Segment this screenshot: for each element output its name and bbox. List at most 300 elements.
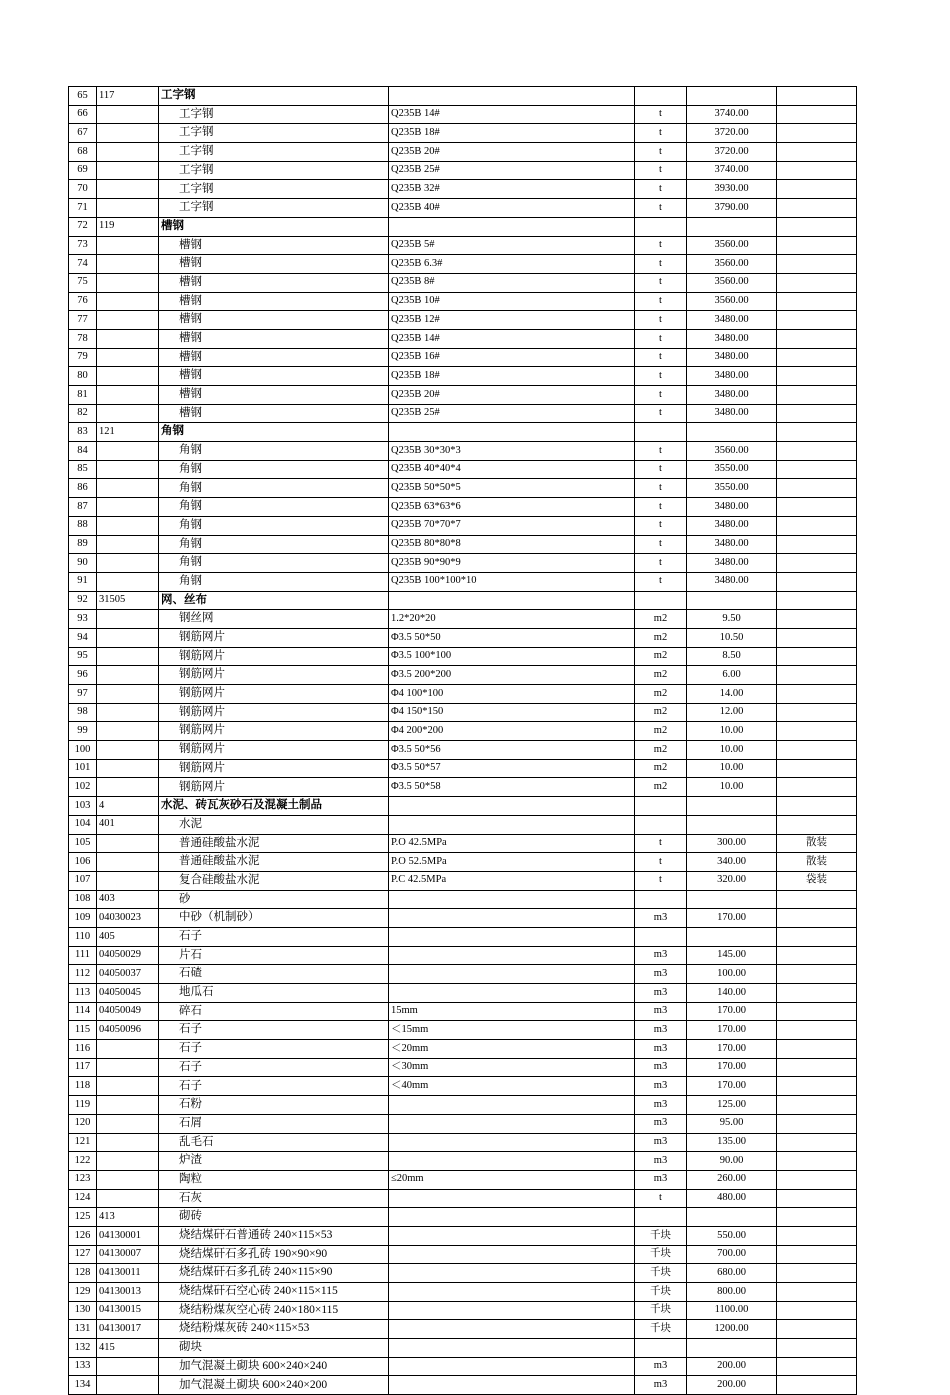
- cell-sequence-number: 77: [69, 311, 97, 330]
- cell-sequence-number: 100: [69, 741, 97, 760]
- table-row: [69, 890, 857, 909]
- cell-remark: [777, 423, 857, 442]
- cell-specification: [389, 1339, 635, 1358]
- cell-specification: Q235B 14#: [389, 105, 635, 124]
- cell-unit-price: 100.00: [687, 965, 777, 984]
- cell-material-name: 角钢: [159, 554, 389, 573]
- cell-material-code: [97, 1040, 159, 1059]
- cell-sequence-number: 101: [69, 759, 97, 778]
- cell-unit: t: [635, 199, 687, 218]
- cell-specification: Q235B 40#: [389, 199, 635, 218]
- cell-sequence-number: 114: [69, 1002, 97, 1021]
- cell-material-name: 砂: [159, 890, 389, 909]
- cell-remark: [777, 703, 857, 722]
- cell-remark: [777, 759, 857, 778]
- cell-unit-price: [687, 591, 777, 610]
- cell-specification: [389, 1152, 635, 1171]
- cell-material-code: [97, 348, 159, 367]
- cell-specification: Q235B 30*30*3: [389, 442, 635, 461]
- cell-unit-price: 3480.00: [687, 386, 777, 405]
- cell-unit: m2: [635, 647, 687, 666]
- cell-remark: [777, 87, 857, 106]
- cell-material-code: [97, 628, 159, 647]
- cell-sequence-number: 121: [69, 1133, 97, 1152]
- table-row: [69, 217, 857, 236]
- cell-specification: Φ3.5 50*56: [389, 741, 635, 760]
- cell-unit-price: 3930.00: [687, 180, 777, 199]
- cell-remark: [777, 1189, 857, 1208]
- cell-remark: [777, 180, 857, 199]
- cell-remark: [777, 1320, 857, 1339]
- cell-material-name: 烧结粉煤灰砖 240×115×53: [159, 1320, 389, 1339]
- cell-specification: Q235B 40*40*4: [389, 460, 635, 479]
- cell-material-code: 04130001: [97, 1226, 159, 1245]
- cell-remark: [777, 1133, 857, 1152]
- table-row: [69, 1357, 857, 1376]
- cell-sequence-number: 134: [69, 1376, 97, 1395]
- cell-unit-price: 3550.00: [687, 479, 777, 498]
- cell-remark: [777, 554, 857, 573]
- cell-specification: Q235B 14#: [389, 329, 635, 348]
- cell-material-name: 角钢: [159, 423, 389, 442]
- cell-material-code: 04030023: [97, 909, 159, 928]
- cell-material-code: [97, 1058, 159, 1077]
- cell-specification: Q235B 20#: [389, 143, 635, 162]
- cell-sequence-number: 106: [69, 853, 97, 872]
- cell-remark: [777, 909, 857, 928]
- table-row: [69, 965, 857, 984]
- cell-specification: Q235B 6.3#: [389, 255, 635, 274]
- cell-unit: m3: [635, 1357, 687, 1376]
- cell-unit-price: 10.50: [687, 628, 777, 647]
- cell-unit: m3: [635, 1021, 687, 1040]
- cell-material-code: [97, 1170, 159, 1189]
- cell-material-code: [97, 853, 159, 872]
- cell-unit-price: 340.00: [687, 853, 777, 872]
- cell-specification: [389, 1376, 635, 1395]
- cell-specification: [389, 1133, 635, 1152]
- cell-material-name: 烧结煤矸石空心砖 240×115×115: [159, 1283, 389, 1302]
- cell-remark: [777, 1002, 857, 1021]
- cell-unit: [635, 890, 687, 909]
- cell-specification: Q235B 63*63*6: [389, 498, 635, 517]
- cell-material-name: 石子: [159, 1058, 389, 1077]
- cell-specification: Q235B 100*100*10: [389, 572, 635, 591]
- cell-material-code: [97, 479, 159, 498]
- cell-material-name: 钢筋网片: [159, 741, 389, 760]
- cell-unit-price: 3740.00: [687, 105, 777, 124]
- cell-specification: [389, 1301, 635, 1320]
- cell-unit-price: 170.00: [687, 1002, 777, 1021]
- cell-unit: [635, 927, 687, 946]
- cell-material-code: [97, 610, 159, 629]
- cell-specification: [389, 797, 635, 816]
- cell-material-name: 角钢: [159, 442, 389, 461]
- cell-material-code: [97, 143, 159, 162]
- cell-sequence-number: 105: [69, 834, 97, 853]
- cell-material-name: 碎石: [159, 1002, 389, 1021]
- cell-material-name: 砌块: [159, 1339, 389, 1358]
- cell-unit: 千块: [635, 1245, 687, 1264]
- cell-unit: m2: [635, 703, 687, 722]
- cell-material-code: 04050029: [97, 946, 159, 965]
- cell-unit: t: [635, 460, 687, 479]
- cell-remark: [777, 105, 857, 124]
- cell-material-code: [97, 759, 159, 778]
- cell-specification: Q235B 80*80*8: [389, 535, 635, 554]
- table-row: [69, 1208, 857, 1227]
- cell-remark: [777, 778, 857, 797]
- cell-unit-price: 3740.00: [687, 161, 777, 180]
- cell-specification: [389, 1245, 635, 1264]
- cell-specification: Φ3.5 50*57: [389, 759, 635, 778]
- cell-material-code: [97, 311, 159, 330]
- cell-unit-price: 8.50: [687, 647, 777, 666]
- cell-material-code: [97, 572, 159, 591]
- cell-unit-price: 1100.00: [687, 1301, 777, 1320]
- cell-specification: P.O 42.5MPa: [389, 834, 635, 853]
- cell-material-name: 普通硅酸盐水泥: [159, 853, 389, 872]
- cell-sequence-number: 72: [69, 217, 97, 236]
- cell-material-code: [97, 722, 159, 741]
- table-row: [69, 927, 857, 946]
- cell-remark: [777, 161, 857, 180]
- cell-remark: [777, 1058, 857, 1077]
- cell-material-code: 04130011: [97, 1264, 159, 1283]
- cell-specification: Q235B 50*50*5: [389, 479, 635, 498]
- cell-unit-price: 125.00: [687, 1096, 777, 1115]
- cell-material-name: 钢筋网片: [159, 685, 389, 704]
- table-row: [69, 1301, 857, 1320]
- cell-unit-price: 200.00: [687, 1376, 777, 1395]
- cell-material-code: [97, 199, 159, 218]
- cell-material-name: 炉渣: [159, 1152, 389, 1171]
- cell-material-code: [97, 255, 159, 274]
- cell-material-code: [97, 1133, 159, 1152]
- cell-material-name: 片石: [159, 946, 389, 965]
- cell-material-code: 405: [97, 927, 159, 946]
- cell-specification: Q235B 25#: [389, 161, 635, 180]
- cell-unit-price: [687, 815, 777, 834]
- cell-remark: [777, 572, 857, 591]
- cell-unit: m3: [635, 1096, 687, 1115]
- cell-unit: t: [635, 479, 687, 498]
- cell-material-code: [97, 180, 159, 199]
- cell-unit-price: [687, 927, 777, 946]
- table-body: [69, 87, 857, 1395]
- cell-material-code: 04050096: [97, 1021, 159, 1040]
- cell-material-name: 砌砖: [159, 1208, 389, 1227]
- cell-sequence-number: 92: [69, 591, 97, 610]
- cell-specification: Φ4 200*200: [389, 722, 635, 741]
- cell-remark: [777, 442, 857, 461]
- cell-sequence-number: 125: [69, 1208, 97, 1227]
- cell-sequence-number: 110: [69, 927, 97, 946]
- table-row: [69, 143, 857, 162]
- cell-remark: [777, 815, 857, 834]
- table-row: [69, 1114, 857, 1133]
- cell-remark: [777, 292, 857, 311]
- cell-unit: t: [635, 180, 687, 199]
- cell-unit-price: 680.00: [687, 1264, 777, 1283]
- cell-material-name: 角钢: [159, 535, 389, 554]
- cell-unit: t: [635, 498, 687, 517]
- cell-remark: [777, 1170, 857, 1189]
- material-price-table: [68, 86, 857, 1395]
- cell-remark: [777, 273, 857, 292]
- cell-material-name: 工字钢: [159, 87, 389, 106]
- cell-material-name: 钢丝网: [159, 610, 389, 629]
- table-row: [69, 647, 857, 666]
- cell-material-code: [97, 273, 159, 292]
- table-row: [69, 853, 857, 872]
- cell-sequence-number: 95: [69, 647, 97, 666]
- cell-unit: t: [635, 516, 687, 535]
- cell-unit-price: 3480.00: [687, 498, 777, 517]
- cell-material-name: 钢筋网片: [159, 759, 389, 778]
- cell-material-code: 04050045: [97, 984, 159, 1003]
- cell-remark: [777, 348, 857, 367]
- cell-remark: [777, 965, 857, 984]
- table-row: [69, 1152, 857, 1171]
- cell-material-code: [97, 124, 159, 143]
- cell-unit: m2: [635, 778, 687, 797]
- table-row: [69, 1133, 857, 1152]
- table-row: [69, 236, 857, 255]
- cell-material-name: 网、丝布: [159, 591, 389, 610]
- cell-unit-price: 170.00: [687, 1077, 777, 1096]
- table-row: [69, 460, 857, 479]
- cell-specification: [389, 87, 635, 106]
- cell-unit: m3: [635, 1077, 687, 1096]
- table-row: [69, 348, 857, 367]
- table-row: [69, 1040, 857, 1059]
- cell-sequence-number: 113: [69, 984, 97, 1003]
- cell-unit-price: 6.00: [687, 666, 777, 685]
- cell-material-code: 415: [97, 1339, 159, 1358]
- cell-sequence-number: 93: [69, 610, 97, 629]
- table-row: [69, 1376, 857, 1395]
- cell-material-name: 烧结煤矸石多孔砖 240×115×90: [159, 1264, 389, 1283]
- cell-remark: [777, 1376, 857, 1395]
- cell-sequence-number: 88: [69, 516, 97, 535]
- cell-material-name: 槽钢: [159, 367, 389, 386]
- cell-unit-price: [687, 890, 777, 909]
- cell-unit: t: [635, 554, 687, 573]
- cell-remark: [777, 516, 857, 535]
- cell-material-code: [97, 871, 159, 890]
- cell-sequence-number: 104: [69, 815, 97, 834]
- cell-sequence-number: 124: [69, 1189, 97, 1208]
- cell-unit-price: 10.00: [687, 778, 777, 797]
- table-row: [69, 871, 857, 890]
- table-row: [69, 722, 857, 741]
- cell-remark: [777, 984, 857, 1003]
- cell-specification: [389, 984, 635, 1003]
- table-row: [69, 685, 857, 704]
- table-row: [69, 834, 857, 853]
- cell-material-name: 工字钢: [159, 124, 389, 143]
- cell-remark: [777, 404, 857, 423]
- cell-sequence-number: 109: [69, 909, 97, 928]
- cell-sequence-number: 69: [69, 161, 97, 180]
- cell-material-code: [97, 516, 159, 535]
- table-row: [69, 105, 857, 124]
- cell-specification: Q235B 32#: [389, 180, 635, 199]
- cell-material-code: 04130007: [97, 1245, 159, 1264]
- cell-sequence-number: 79: [69, 348, 97, 367]
- cell-material-name: 普通硅酸盐水泥: [159, 834, 389, 853]
- cell-sequence-number: 68: [69, 143, 97, 162]
- cell-remark: [777, 386, 857, 405]
- table-row: [69, 797, 857, 816]
- cell-specification: [389, 217, 635, 236]
- cell-unit-price: [687, 1208, 777, 1227]
- cell-specification: [389, 946, 635, 965]
- cell-specification: [389, 1320, 635, 1339]
- table-row: [69, 311, 857, 330]
- table-row: [69, 199, 857, 218]
- cell-unit-price: 800.00: [687, 1283, 777, 1302]
- cell-specification: ＜20mm: [389, 1040, 635, 1059]
- cell-material-name: 石灰: [159, 1189, 389, 1208]
- cell-unit-price: 135.00: [687, 1133, 777, 1152]
- cell-unit-price: 3480.00: [687, 535, 777, 554]
- cell-specification: [389, 909, 635, 928]
- cell-material-code: [97, 741, 159, 760]
- cell-unit-price: 550.00: [687, 1226, 777, 1245]
- cell-remark: [777, 1264, 857, 1283]
- cell-material-code: 04050049: [97, 1002, 159, 1021]
- cell-unit-price: 145.00: [687, 946, 777, 965]
- cell-sequence-number: 119: [69, 1096, 97, 1115]
- table-row: [69, 572, 857, 591]
- cell-remark: [777, 460, 857, 479]
- cell-specification: [389, 1114, 635, 1133]
- cell-unit: m3: [635, 1002, 687, 1021]
- cell-material-name: 烧结粉煤灰空心砖 240×180×115: [159, 1301, 389, 1320]
- table-row: [69, 741, 857, 760]
- cell-specification: Q235B 16#: [389, 348, 635, 367]
- table-row: [69, 628, 857, 647]
- cell-material-name: 石子: [159, 927, 389, 946]
- cell-unit: m3: [635, 1040, 687, 1059]
- cell-sequence-number: 89: [69, 535, 97, 554]
- cell-sequence-number: 70: [69, 180, 97, 199]
- cell-remark: [777, 1357, 857, 1376]
- cell-remark: [777, 722, 857, 741]
- cell-sequence-number: 99: [69, 722, 97, 741]
- cell-remark: [777, 1114, 857, 1133]
- cell-unit: t: [635, 442, 687, 461]
- cell-specification: [389, 1357, 635, 1376]
- cell-sequence-number: 90: [69, 554, 97, 573]
- cell-specification: ＜15mm: [389, 1021, 635, 1040]
- cell-unit: m2: [635, 610, 687, 629]
- cell-material-code: [97, 442, 159, 461]
- cell-specification: P.C 42.5MPa: [389, 871, 635, 890]
- cell-unit: [635, 1208, 687, 1227]
- cell-unit: [635, 797, 687, 816]
- cell-material-code: [97, 386, 159, 405]
- cell-unit: t: [635, 853, 687, 872]
- cell-material-name: 钢筋网片: [159, 666, 389, 685]
- cell-remark: [777, 1096, 857, 1115]
- cell-unit: m2: [635, 628, 687, 647]
- cell-sequence-number: 75: [69, 273, 97, 292]
- cell-unit: t: [635, 329, 687, 348]
- cell-remark: [777, 946, 857, 965]
- cell-specification: [389, 927, 635, 946]
- cell-unit: t: [635, 404, 687, 423]
- cell-sequence-number: 126: [69, 1226, 97, 1245]
- cell-unit-price: 260.00: [687, 1170, 777, 1189]
- cell-unit-price: 10.00: [687, 741, 777, 760]
- cell-unit-price: 3550.00: [687, 460, 777, 479]
- table-row: [69, 666, 857, 685]
- cell-sequence-number: 98: [69, 703, 97, 722]
- cell-material-name: 水泥、砖瓦灰砂石及混凝土制品: [159, 797, 389, 816]
- cell-unit-price: 700.00: [687, 1245, 777, 1264]
- cell-unit-price: [687, 217, 777, 236]
- cell-specification: ＜40mm: [389, 1077, 635, 1096]
- cell-unit-price: 3480.00: [687, 329, 777, 348]
- cell-specification: [389, 1283, 635, 1302]
- cell-material-name: 角钢: [159, 460, 389, 479]
- table-row: [69, 1189, 857, 1208]
- table-row: [69, 423, 857, 442]
- cell-material-name: 工字钢: [159, 199, 389, 218]
- cell-unit: t: [635, 143, 687, 162]
- cell-sequence-number: 112: [69, 965, 97, 984]
- cell-material-code: 04130015: [97, 1301, 159, 1320]
- cell-unit-price: 1200.00: [687, 1320, 777, 1339]
- cell-material-code: 401: [97, 815, 159, 834]
- cell-remark: [777, 1339, 857, 1358]
- cell-sequence-number: 122: [69, 1152, 97, 1171]
- cell-remark: [777, 666, 857, 685]
- cell-remark: [777, 1021, 857, 1040]
- cell-specification: Q235B 10#: [389, 292, 635, 311]
- cell-material-name: 水泥: [159, 815, 389, 834]
- cell-unit: m3: [635, 1152, 687, 1171]
- cell-sequence-number: 84: [69, 442, 97, 461]
- cell-specification: [389, 1264, 635, 1283]
- cell-material-code: [97, 161, 159, 180]
- cell-unit-price: 3560.00: [687, 255, 777, 274]
- cell-remark: [777, 1152, 857, 1171]
- cell-unit: m3: [635, 1058, 687, 1077]
- cell-material-name: 石屑: [159, 1114, 389, 1133]
- cell-remark: [777, 1245, 857, 1264]
- cell-unit: [635, 87, 687, 106]
- cell-unit: t: [635, 386, 687, 405]
- cell-unit: t: [635, 367, 687, 386]
- cell-unit-price: 9.50: [687, 610, 777, 629]
- cell-material-code: 119: [97, 217, 159, 236]
- cell-material-code: 04130013: [97, 1283, 159, 1302]
- cell-unit: t: [635, 105, 687, 124]
- cell-material-name: 工字钢: [159, 105, 389, 124]
- cell-material-code: [97, 535, 159, 554]
- cell-material-code: [97, 236, 159, 255]
- cell-unit-price: 3560.00: [687, 442, 777, 461]
- cell-remark: [777, 741, 857, 760]
- cell-sequence-number: 94: [69, 628, 97, 647]
- cell-material-name: 槽钢: [159, 292, 389, 311]
- cell-sequence-number: 132: [69, 1339, 97, 1358]
- cell-unit-price: 3480.00: [687, 572, 777, 591]
